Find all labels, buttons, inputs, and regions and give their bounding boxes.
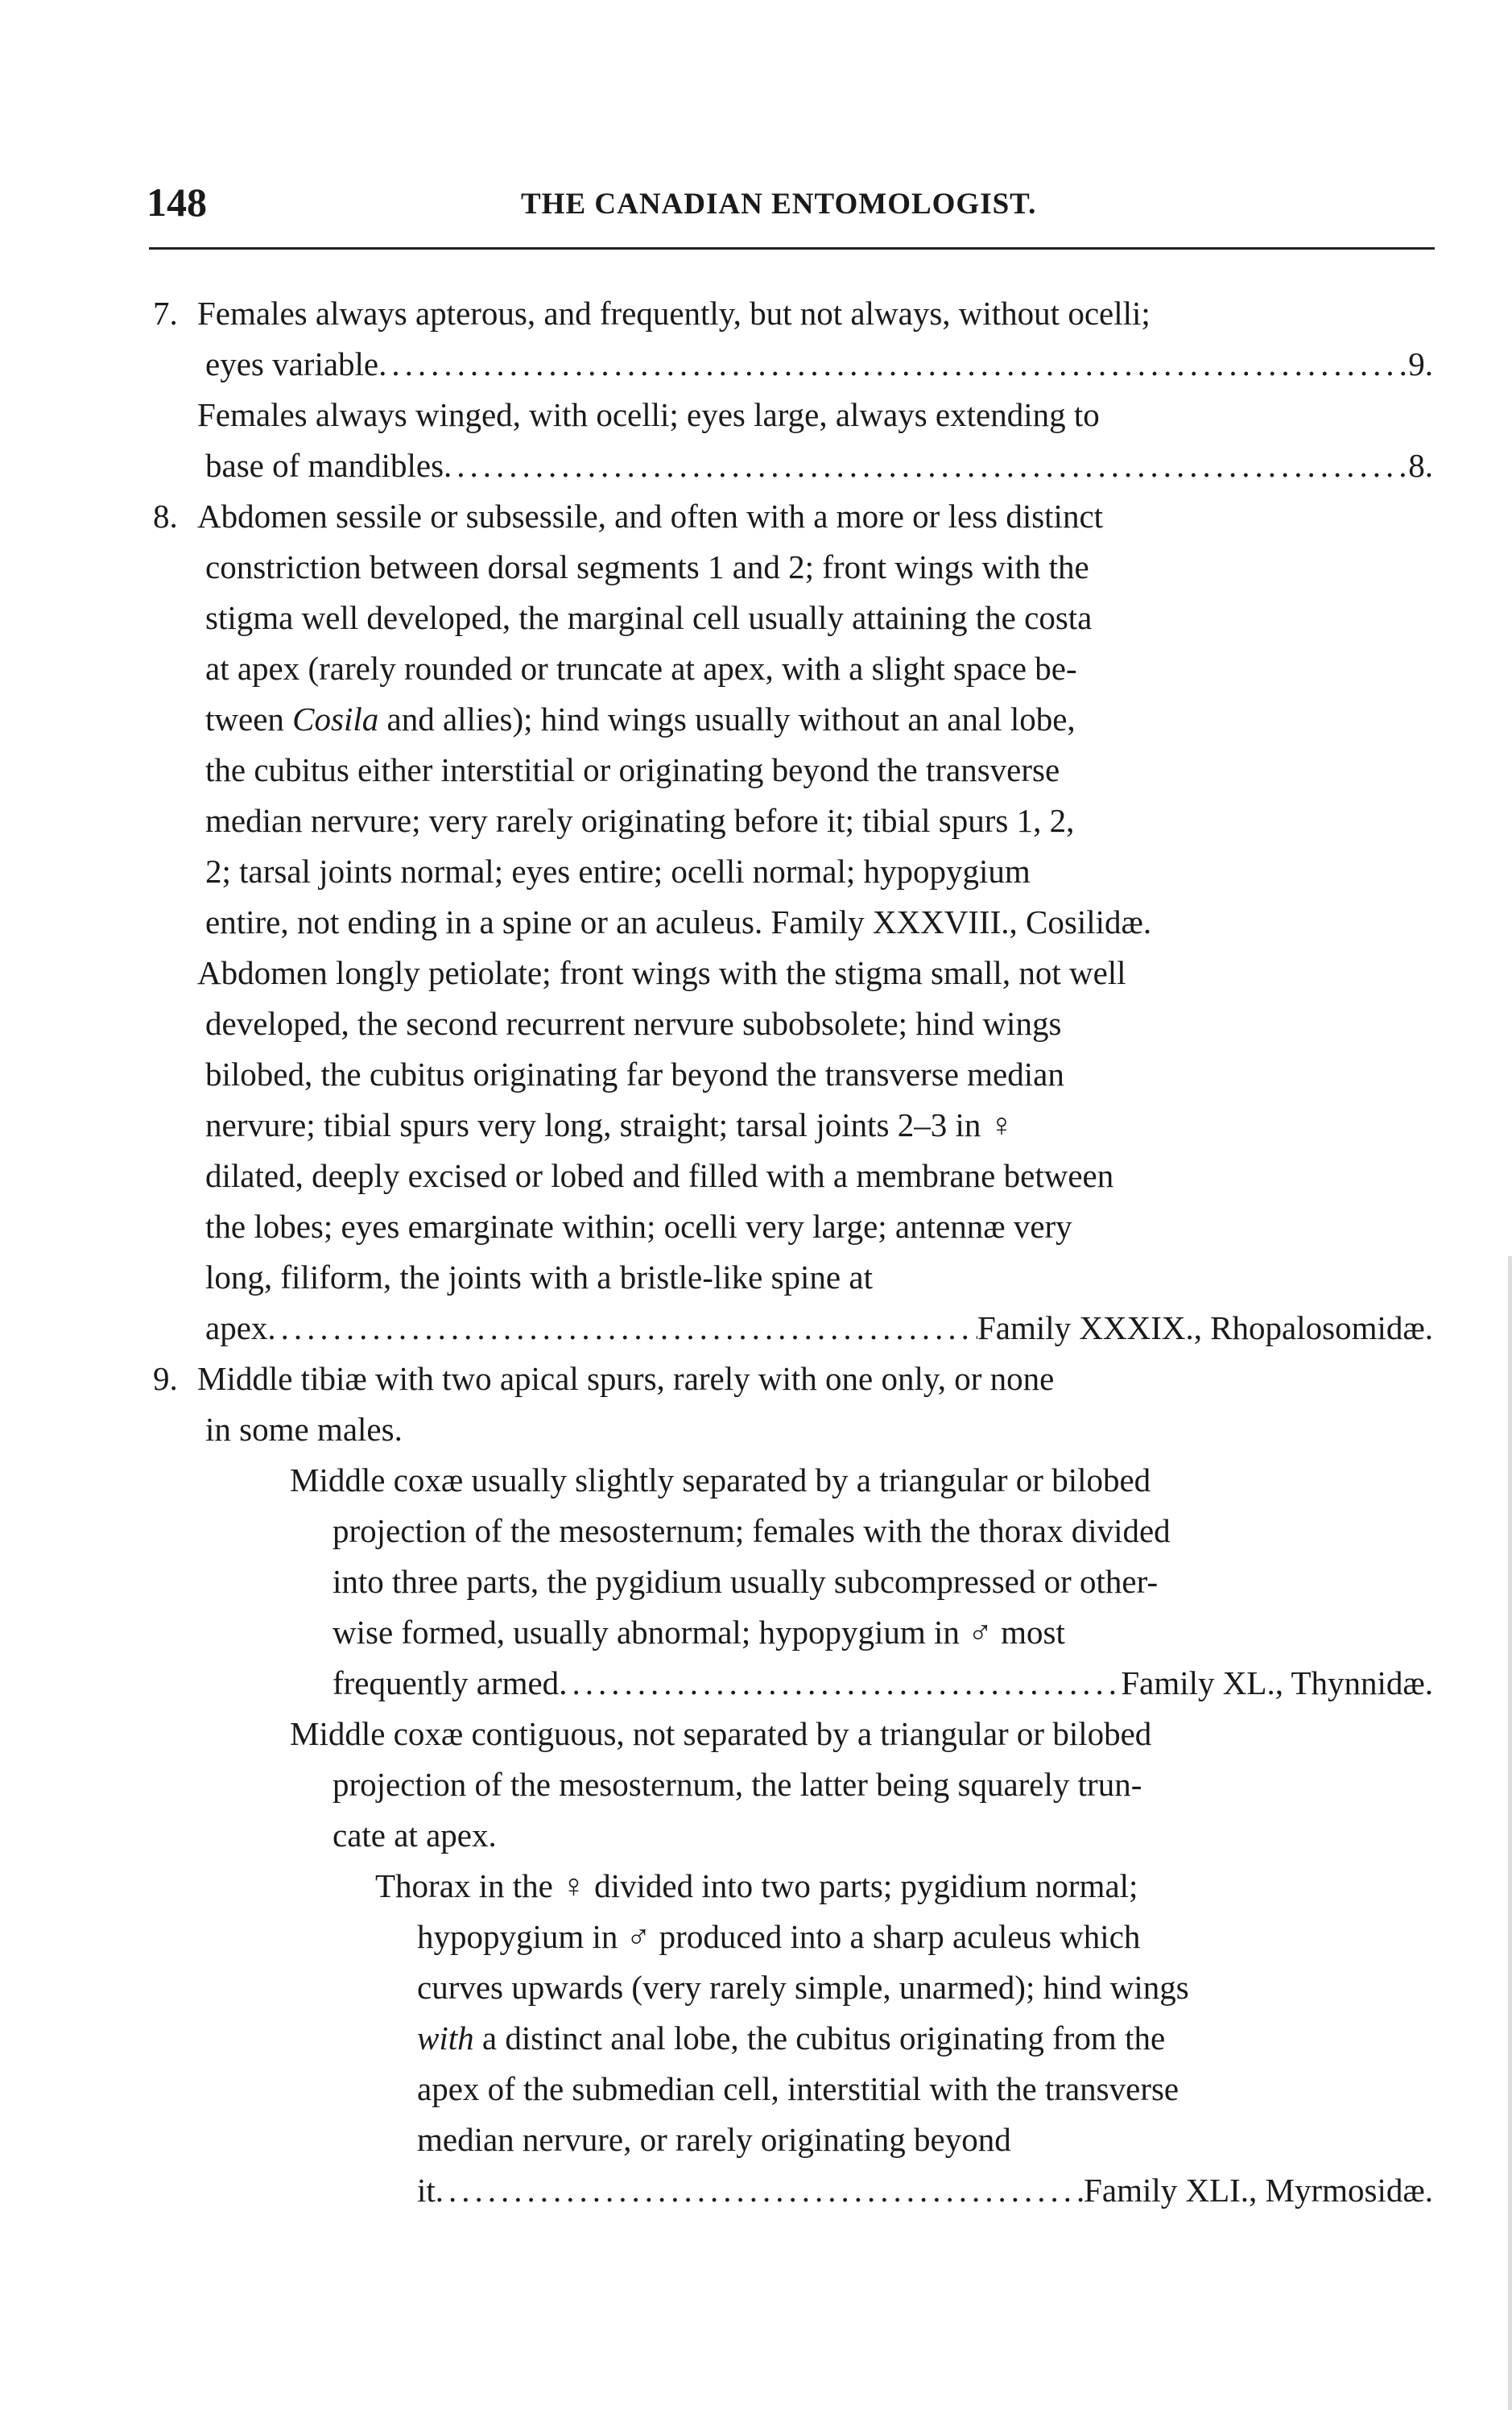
text-line xyxy=(153,1962,1433,2013)
text-line xyxy=(153,1404,1433,1455)
text-span: Abdomen sessile or subsessile, and often with a more or less distinct xyxy=(197,498,1104,535)
text-line xyxy=(153,1303,1433,1354)
couplet-number: 8. xyxy=(153,498,178,535)
text-line xyxy=(153,897,1433,948)
text-line xyxy=(153,390,1433,440)
text-span: in some males. xyxy=(205,1411,403,1448)
text-span: tween xyxy=(205,701,293,738)
text-line xyxy=(153,440,1433,491)
text-line xyxy=(153,542,1433,593)
text-line xyxy=(153,694,1433,745)
text-span: the cubitus either interstitial or originating beyond the transverse xyxy=(205,751,1060,788)
text-span: Middle coxæ contiguous, not separated by a triangular or bilobed xyxy=(290,1715,1152,1752)
text-span: Abdomen longly petiolate; front wings with the stigma small, not well xyxy=(197,954,1126,991)
text-line xyxy=(153,1354,1433,1404)
text-span: eyes variable xyxy=(205,345,379,382)
text-span: long, filiform, the joints with a bristle-like spine at xyxy=(205,1259,873,1296)
text-line xyxy=(153,1100,1433,1151)
leader-dots xyxy=(559,1658,1121,1709)
text-line xyxy=(153,2064,1433,2114)
text-span: nervure; tibial spurs very long, straight; tarsal joints 2–3 in ♀ xyxy=(205,1106,1014,1143)
text-line xyxy=(153,1658,1433,1709)
emphasis: with xyxy=(417,2019,474,2057)
text-span: hypopygium in ♂ produced into a sharp aculeus which xyxy=(417,1918,1141,1955)
text-line xyxy=(153,2013,1433,2064)
couplet-reference: 9. xyxy=(1408,345,1433,382)
text-line xyxy=(153,2165,1433,2216)
text-line xyxy=(153,1810,1433,1861)
text-span: Middle coxæ usually slightly separated by a triangular or bilobed xyxy=(290,1461,1151,1498)
text-span: median nervure; very rarely originating before it; tibial spurs 1, 2, xyxy=(205,802,1075,839)
running-head: THE CANADIAN ENTOMOLOGIST. xyxy=(521,188,1037,221)
text-span: apex xyxy=(205,1309,268,1346)
text-span: dilated, deeply excised or lobed and filled with a membrane between xyxy=(205,1157,1114,1194)
text-line xyxy=(153,745,1433,796)
leader-dots xyxy=(267,1303,977,1354)
text-span: base of mandibles xyxy=(205,447,444,484)
text-line xyxy=(153,339,1433,390)
text-line xyxy=(153,1759,1433,1810)
text-span: Females always apterous, and frequently, but not always, without ocelli; xyxy=(197,295,1151,332)
text-span: projection of the mesosternum; females with the thorax divided xyxy=(333,1512,1171,1549)
family-reference: Family XLI., Myrmosidæ. xyxy=(1084,2172,1433,2209)
text-line xyxy=(153,491,1433,542)
text-span: curves upwards (very rarely simple, unarmed); hind wings xyxy=(417,1969,1189,2006)
text-line xyxy=(153,1201,1433,1252)
couplet-number: 7. xyxy=(153,295,178,332)
couplet-number: 9. xyxy=(153,1360,178,1397)
text-span: projection of the mesosternum, the latter being squarely trun- xyxy=(333,1766,1142,1803)
text-line xyxy=(153,1455,1433,1506)
text-span: 2; tarsal joints normal; eyes entire; ocelli normal; hypopygium xyxy=(205,853,1031,890)
text-line xyxy=(153,643,1433,694)
leader-dots xyxy=(444,440,1408,491)
text-span: and allies); hind wings usually without an anal lobe, xyxy=(378,701,1076,738)
text-line xyxy=(153,1556,1433,1607)
text-span: developed, the second recurrent nervure subobsolete; hind wings xyxy=(205,1005,1062,1042)
text-span: wise formed, usually abnormal; hypopygium in ♂ most xyxy=(333,1614,1065,1651)
header-rule xyxy=(149,247,1435,250)
text-line xyxy=(153,1151,1433,1201)
text-span: into three parts, the pygidium usually subcompressed or other- xyxy=(333,1563,1159,1600)
text-line xyxy=(153,1709,1433,1759)
text-span: median nervure, or rarely originating beyond xyxy=(417,2121,1011,2158)
leader-dots xyxy=(378,339,1408,390)
text-line xyxy=(153,796,1433,846)
text-span: stigma well developed, the marginal cell usually attaining the costa xyxy=(205,599,1093,636)
leader-dots xyxy=(436,2165,1084,2216)
text-line xyxy=(153,1861,1433,1912)
family-reference: Family XL., Thynnidæ. xyxy=(1121,1664,1433,1701)
genus-name: Cosila xyxy=(292,701,379,738)
text-line xyxy=(153,593,1433,643)
text-span: apex of the submedian cell, interstitial with the transverse xyxy=(417,2070,1179,2107)
text-span: cate at apex. xyxy=(333,1817,497,1854)
family-reference: Family XXXIX., Rhopalosomidæ. xyxy=(977,1309,1433,1346)
text-line xyxy=(153,1252,1433,1303)
text-span: at apex (rarely rounded or truncate at apex, with a slight space be- xyxy=(205,650,1077,687)
couplet-reference: 8. xyxy=(1408,447,1433,484)
key-text xyxy=(153,288,1433,2216)
text-span: a distinct anal lobe, the cubitus originating from the xyxy=(473,2019,1166,2057)
text-line xyxy=(153,948,1433,998)
text-span: Middle tibiæ with two apical spurs, rarely with one only, or none xyxy=(197,1360,1055,1397)
text-span: Thorax in the ♀ divided into two parts; pygidium normal; xyxy=(375,1867,1138,1904)
page-number: 148 xyxy=(147,180,207,225)
text-span: Females always winged, with ocelli; eyes large, always extending to xyxy=(197,396,1100,433)
text-span: the lobes; eyes emarginate within; ocelli very large; antennæ very xyxy=(205,1208,1072,1245)
text-span: it xyxy=(417,2172,436,2209)
text-line xyxy=(153,1607,1433,1658)
page-edge xyxy=(1508,1256,1512,2410)
text-line xyxy=(153,998,1433,1049)
text-span: frequently armed xyxy=(333,1664,560,1701)
text-line xyxy=(153,846,1433,897)
text-span: bilobed, the cubitus originating far beyond the transverse median xyxy=(205,1056,1064,1093)
text-line xyxy=(153,1912,1433,1962)
page-header xyxy=(147,179,1435,227)
text-span: entire, not ending in a spine or an aculeus. Family XXXVIII., Cosilidæ. xyxy=(205,903,1152,940)
text-line xyxy=(153,1049,1433,1100)
text-line xyxy=(153,288,1433,339)
text-span: constriction between dorsal segments 1 and 2; front wings with the xyxy=(205,548,1089,585)
text-line xyxy=(153,1506,1433,1556)
text-line xyxy=(153,2114,1433,2165)
